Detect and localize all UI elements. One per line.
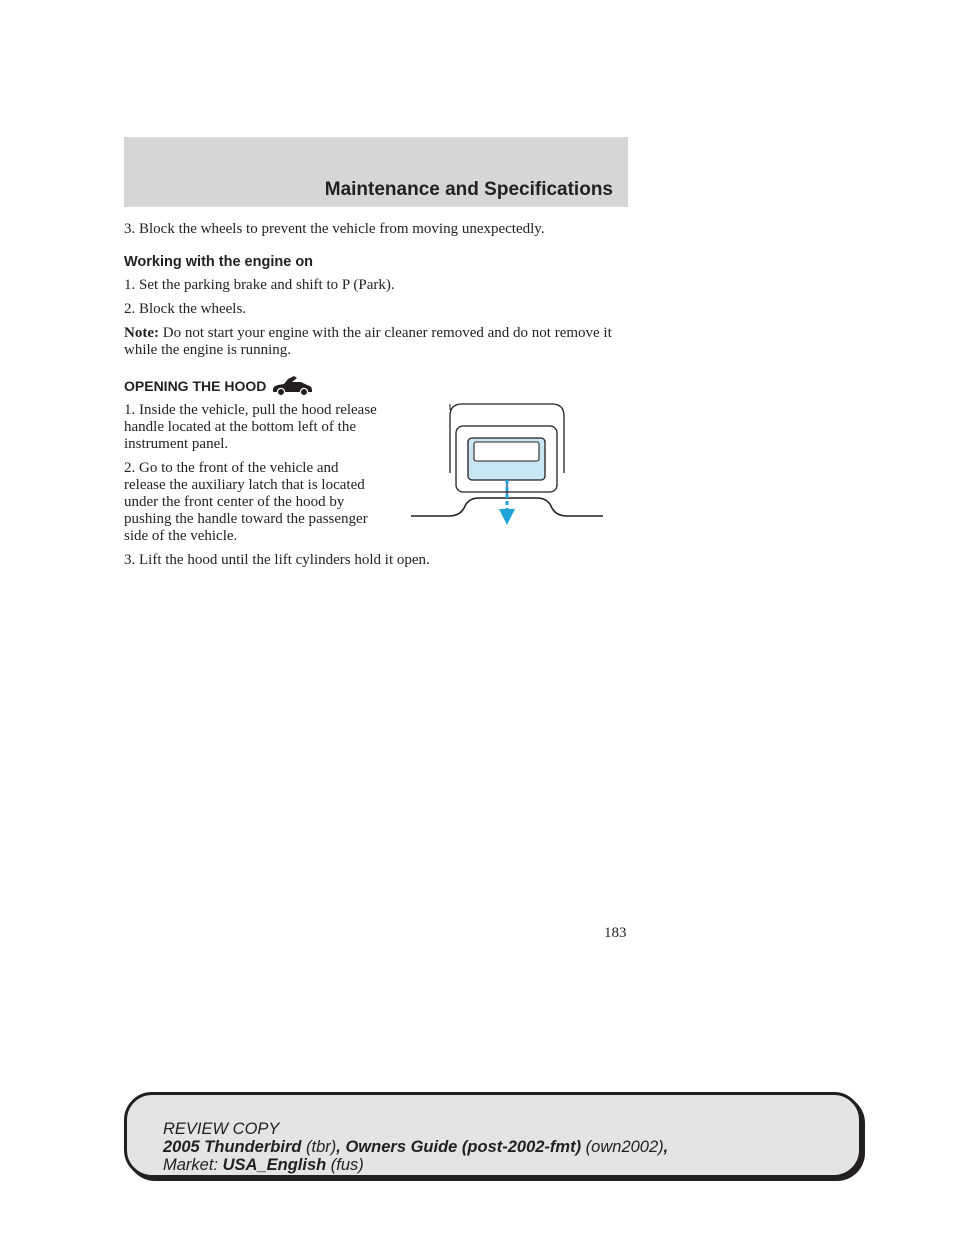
review-sep-2: , <box>663 1138 669 1156</box>
hood-step-2: 2. Go to the front of the vehicle and release the auxiliary latch that is located under the front center of the hood by pushing the handle toward the passenger side of the vehicle. <box>124 460 368 544</box>
review-guide-code: (own2002) <box>581 1138 664 1156</box>
hood-heading: OPENING THE HOOD <box>124 377 267 394</box>
page-number: 183 <box>604 925 627 941</box>
note-label: Note: <box>124 325 159 341</box>
review-copy-footer <box>124 1092 862 1178</box>
engine-on-step-2: 2. Block the wheels. <box>124 301 247 317</box>
review-model: 2005 Thunderbird <box>163 1138 302 1156</box>
review-sep-1: , <box>336 1138 346 1156</box>
review-guide: Owners Guide (post-2002-fmt) <box>345 1138 582 1156</box>
review-copy-label: REVIEW COPY <box>163 1120 280 1138</box>
review-copy-text <box>163 1120 668 1174</box>
section-title: Maintenance and Specifications <box>324 179 613 200</box>
review-market: USA_English <box>222 1156 327 1174</box>
step-block-wheels: 3. Block the wheels to prevent the vehicle from moving unexpectedly. <box>124 221 545 237</box>
section-header-band <box>124 137 628 207</box>
car-hood-open-icon <box>270 375 314 397</box>
review-copy-market-line <box>163 1156 668 1174</box>
review-market-code: (fus) <box>326 1156 364 1174</box>
engine-on-heading: Working with the engine on <box>124 254 314 270</box>
hood-step-1: 1. Inside the vehicle, pull the hood release handle located at the bottom left of the instrument panel. <box>124 402 377 452</box>
hood-step-3: 3. Lift the hood until the lift cylinders hold it open. <box>124 552 430 568</box>
note-text: Do not start your engine with the air cleaner removed and do not remove it while the engine is running. <box>124 325 612 358</box>
engine-on-step-1: 1. Set the parking brake and shift to P (Park). <box>124 277 395 293</box>
hood-heading-row <box>124 375 628 397</box>
review-market-label: Market: <box>163 1156 223 1174</box>
review-copy-guide-line <box>163 1138 668 1156</box>
note-paragraph <box>124 325 628 359</box>
review-model-code: (tbr) <box>301 1138 337 1156</box>
hood-release-handle-illustration <box>409 400 605 530</box>
